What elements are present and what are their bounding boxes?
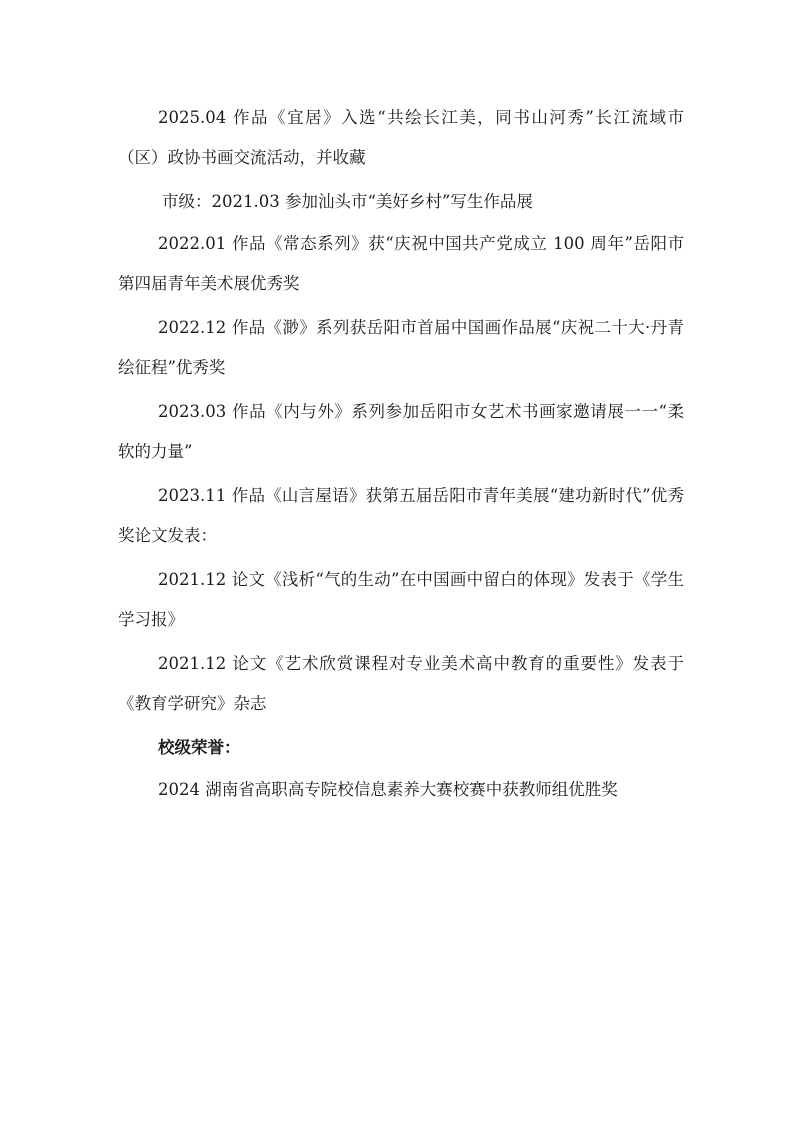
school-honor-item: 2024 湖南省高职高专院校信息素养大赛校赛中获教师组优胜奖 xyxy=(158,780,618,799)
paragraph-paper-2021-12-a: 2021.12 论文《浅析“气的生动”在中国画中留白的体现》发表于《学生学习报》 xyxy=(118,570,684,629)
school-honor-heading: 校级荣誉： xyxy=(158,738,241,757)
paragraph-2023-03: 2023.03 作品《内与外》系列参加岳阳市女艺术书画家邀请展一一“柔软的力量” xyxy=(118,402,684,461)
paragraph-2022-01: 2022.01 作品《常态系列》获“庆祝中国共产党成立 100 周年”岳阳市第四届青年美术展优秀奖 xyxy=(118,234,684,293)
paragraph-paper-2021-12-b: 2021.12 论文《艺术欣赏课程对专业美术高中教育的重要性》发表于《教育学研究》杂志 xyxy=(118,654,684,713)
paragraph-2022-12: 2022.12 作品《渺》系列获岳阳市首届中国画作品展“庆祝二十大·丹青绘征程”优秀奖 xyxy=(118,318,684,377)
paragraph-city-level: 市级：2021.03 参加汕头市“美好乡村”写生作品展 xyxy=(162,192,533,211)
paragraph-2025-04: 2025.04 作品《宜居》入选“共绘长江美，同书山河秀”长江流域市（区）政协书画交流活动，并收藏 xyxy=(118,108,684,167)
paragraph-2023-11: 2023.11 作品《山言屋语》获第五届岳阳市青年美展“建功新时代”优秀奖论文发表： xyxy=(118,486,684,545)
